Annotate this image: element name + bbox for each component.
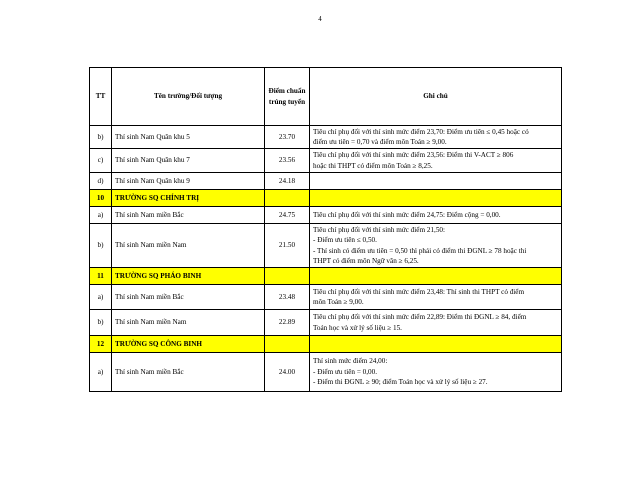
- note-cell: [310, 173, 562, 190]
- section-note-cell: [310, 268, 562, 285]
- section-score-cell: [265, 268, 310, 285]
- note-line: - Thí sinh có điểm ưu tiên = 0,50 thì phải có điểm thi ĐGNL ≥ 78 hoặc thi: [313, 246, 527, 255]
- candidate-group: Thí sinh Nam miền Nam: [112, 310, 265, 336]
- row-tt: a): [90, 353, 112, 392]
- table-row: [90, 173, 562, 190]
- note-line: Tiêu chí phụ đối với thí sinh mức điểm 24,75: Điểm cộng = 0,00.: [313, 210, 501, 219]
- page-number: 4: [318, 15, 322, 23]
- note-line: - Điểm thi ĐGNL ≥ 90; điểm Toán học và xử lý số liệu ≥ 27.: [313, 378, 488, 387]
- section-score-cell: [265, 336, 310, 353]
- section-number: 10: [90, 190, 112, 207]
- table-row: [90, 207, 562, 224]
- note-line: hoặc thi THPT có điểm môn Toán ≥ 8,25.: [313, 161, 433, 170]
- note-cell: [310, 310, 562, 336]
- section-number: 11: [90, 268, 112, 285]
- note-line: Tiêu chí phụ đối với thí sinh mức điểm 23,56: Điểm thi V-ACT ≥ 806: [313, 151, 514, 159]
- note-line: Tiêu chí phụ đối với thí sinh mức điểm 22,89: Điểm thi ĐGNL ≥ 84, điểm: [313, 313, 527, 321]
- note-line: Tiêu chí phụ đối với thí sinh mức điểm 23,48: Thí sinh thi THPT có điểm: [313, 287, 525, 296]
- note-cell: [310, 224, 562, 268]
- header-tt: TT: [90, 68, 112, 126]
- table-header-row: [90, 68, 562, 126]
- note-line: - Điểm ưu tiên ≤ 0,50.: [313, 236, 377, 244]
- section-row: [90, 190, 562, 207]
- section-score-cell: [265, 190, 310, 207]
- candidate-group: Thí sinh Nam Quân khu 5: [112, 126, 265, 149]
- header-school: Tên trường/Đối tượng: [112, 68, 265, 126]
- row-tt: a): [90, 207, 112, 224]
- table-row: [90, 224, 562, 268]
- header-score-line2: trúng tuyển: [268, 97, 306, 106]
- candidate-group: Thí sinh Nam miền Bắc: [112, 353, 265, 392]
- candidate-group: Thí sinh Nam miền Bắc: [112, 207, 265, 224]
- note-cell: [310, 285, 562, 310]
- benchmark-score: 22.89: [265, 310, 310, 336]
- benchmark-score: 24.18: [265, 173, 310, 190]
- note-line: Tiêu chí phụ đối với thí sinh mức điểm 21,50:: [313, 225, 446, 234]
- candidate-group: Thí sinh Nam Quân khu 9: [112, 173, 265, 190]
- note-line: Toán học và xử lý số liệu ≥ 15.: [313, 323, 402, 332]
- section-name: TRƯỜNG SQ CÔNG BINH: [112, 336, 265, 353]
- note-cell: [310, 126, 562, 149]
- note-cell: [310, 207, 562, 224]
- header-note: Ghi chú: [310, 68, 562, 126]
- row-tt: d): [90, 173, 112, 190]
- row-tt: c): [90, 149, 112, 173]
- table-row: [90, 310, 562, 336]
- candidate-group: Thí sinh Nam miền Bắc: [112, 285, 265, 310]
- table-row: [90, 353, 562, 392]
- benchmark-score: 23.70: [265, 126, 310, 149]
- row-tt: b): [90, 310, 112, 336]
- admission-score-table: [89, 67, 562, 392]
- row-tt: b): [90, 224, 112, 268]
- table-row: [90, 285, 562, 310]
- row-tt: a): [90, 285, 112, 310]
- note-cell: [310, 353, 562, 392]
- note-line: THPT có điểm môn Ngữ văn ≥ 6,25.: [313, 257, 419, 265]
- note-line: môn Toán ≥ 9,00.: [313, 298, 364, 306]
- note-line: Tiêu chí phụ đối với thí sinh mức điểm 23,70: Điểm ưu tiên ≤ 0,45 hoặc có: [313, 127, 529, 136]
- section-row: [90, 336, 562, 353]
- benchmark-score: 24.00: [265, 353, 310, 392]
- row-tt: b): [90, 126, 112, 149]
- table-row: [90, 149, 562, 173]
- note-line: điểm ưu tiên = 0,70 và điểm môn Toán ≥ 9,00.: [313, 138, 447, 146]
- header-score: [265, 68, 310, 126]
- section-number: 12: [90, 336, 112, 353]
- note-cell: [310, 149, 562, 173]
- benchmark-score: 21.50: [265, 224, 310, 268]
- benchmark-score: 24.75: [265, 207, 310, 224]
- section-name: TRƯỜNG SQ PHÁO BINH: [112, 268, 265, 285]
- section-name: TRƯỜNG SQ CHÍNH TRỊ: [112, 190, 265, 207]
- section-note-cell: [310, 190, 562, 207]
- table-body: [90, 126, 562, 392]
- table-row: [90, 126, 562, 149]
- note-line: - Điểm ưu tiên = 0,00.: [313, 367, 378, 376]
- header-score-line1: Điểm chuẩn: [268, 87, 306, 95]
- benchmark-score: 23.56: [265, 149, 310, 173]
- candidate-group: Thí sinh Nam Quân khu 7: [112, 149, 265, 173]
- candidate-group: Thí sinh Nam miền Nam: [112, 224, 265, 268]
- section-note-cell: [310, 336, 562, 353]
- section-row: [90, 268, 562, 285]
- benchmark-score: 23.48: [265, 285, 310, 310]
- note-line: Thí sinh mức điểm 24,00:: [313, 357, 388, 366]
